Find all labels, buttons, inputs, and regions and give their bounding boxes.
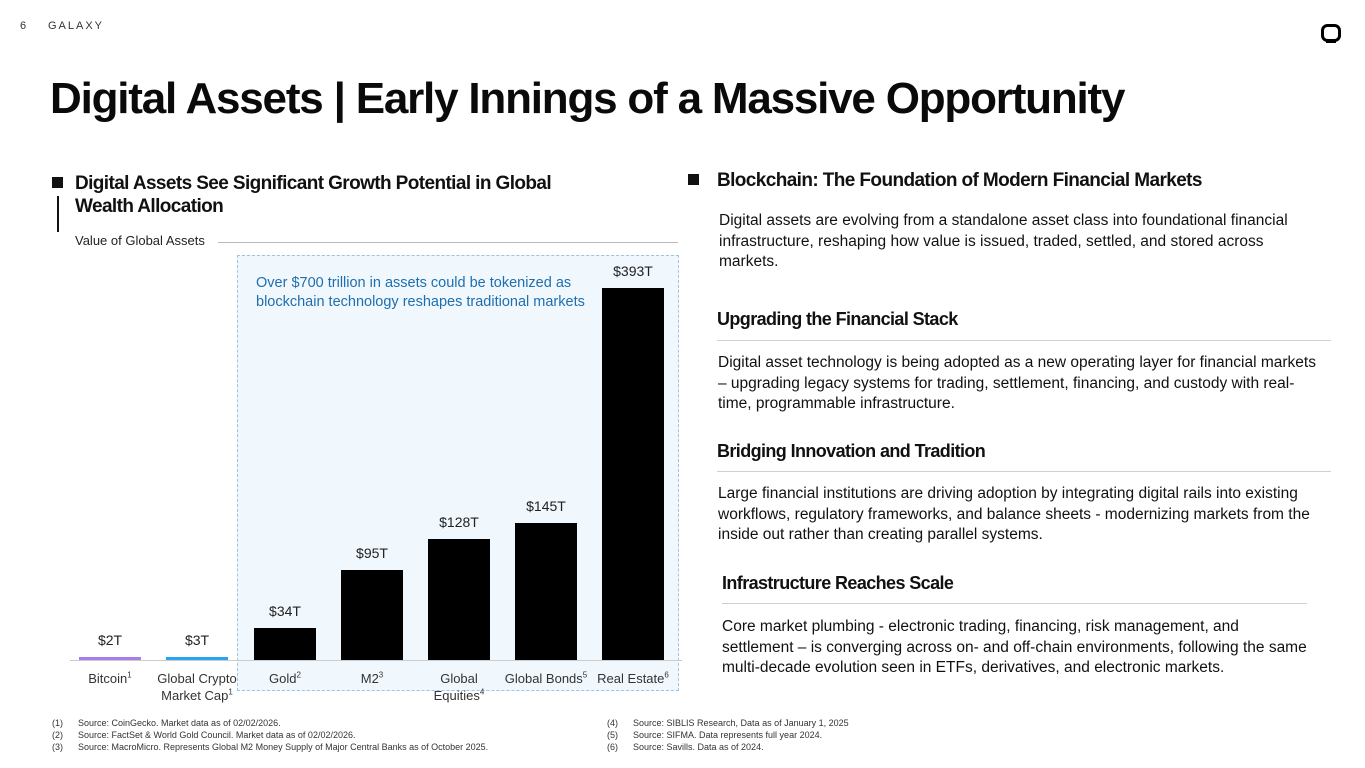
section-body-infrastructure: Core market plumbing - electronic trading, financing, risk management, and settlement – is converging across on- and off-chain environments, following the same multi-decade evolution seen in ETFs, derivatives, and electronic markets. — [722, 618, 1307, 676]
footnote: (2) Source: FactSet & World Gold Council. Market data as of 02/02/2026. — [52, 730, 356, 740]
chart-category-label: Global Equities$^4$ — [433, 671, 485, 703]
section-rule-infrastructure — [722, 603, 1307, 604]
section-body-innovation: Large financial institutions are driving adoption by integrating digital rails into existing workflows, regulatory frameworks, and balance sheets - modernizing markets from the inside out rather than creating parallel systems. — [718, 485, 1310, 543]
chart-baseline — [70, 660, 682, 661]
chart-category-label: Gold$^2$ — [269, 670, 301, 686]
section-heading-innovation: Bridging Innovation and Tradition — [717, 441, 986, 461]
section-heading-infrastructure: Infrastructure Reaches Scale — [722, 573, 954, 593]
chart-label-rule — [218, 242, 678, 243]
chart-category-label: Global Crypto Market Cap$^1$ — [157, 671, 237, 703]
chart-value-label: $34T — [269, 603, 301, 619]
chart-bar — [515, 523, 577, 660]
chart-value-label: $145T — [526, 498, 566, 514]
chart-value-label: Value of Global Assets — [75, 233, 205, 248]
page-title: Digital Assets | Early Innings of a Massive Opportunity — [50, 74, 1125, 123]
tokenization-callout: Over $700 trillion in assets could be tokenized as blockchain technology reshapes traditional markets — [256, 275, 585, 310]
brand-name: GALAXY — [48, 20, 105, 32]
section-rule-innovation — [717, 471, 1331, 472]
left-heading-bullet — [52, 177, 63, 188]
chart-category-label: Bitcoin$^1$ — [88, 670, 132, 686]
footnote: (6) Source: Savills. Data as of 2024. — [607, 742, 764, 752]
right-intro-text: Digital assets are evolving from a standalone asset class into foundational financial infrastructure, reshaping how value is issued, traded, settled, and stored across markets. — [719, 212, 1288, 270]
chart-category-label: $M2^3$ — [360, 670, 384, 686]
chart-bar — [602, 288, 664, 660]
chart-bar — [254, 628, 316, 660]
footnote: (3) Source: MacroMicro. Represents Global M2 Money Supply of Major Central Banks as of October 2025. — [52, 742, 489, 752]
section-heading-financial-stack: Upgrading the Financial Stack — [717, 309, 958, 329]
section-rule-financial-stack — [717, 340, 1331, 341]
chart-value-label: $3T — [184, 632, 210, 648]
chart-category-label: Real Estate$^6$ — [597, 670, 669, 686]
page-number: 6 — [20, 20, 28, 32]
chart-value-label: $128T — [439, 514, 479, 530]
galaxy-logo-icon — [1320, 22, 1342, 44]
chart-category-label: Global Bonds$^5$ — [504, 670, 588, 686]
footnote: (4) Source: SIBLIS Research, Data as of January 1, 2025 — [607, 718, 849, 728]
chart-value-label: $393T — [613, 263, 653, 279]
right-heading-bullet — [688, 174, 699, 185]
chart-value-label: $2T — [97, 632, 123, 648]
section-body-financial-stack: Digital asset technology is being adopted as a new operating layer for financial markets – upgrading legacy systems for trading, settlement, financing, and custody with real-time, programmable infrastructure. — [718, 354, 1316, 412]
left-heading-rule — [57, 196, 59, 232]
chart-value-label: $95T — [356, 545, 388, 561]
right-section-heading: Blockchain: The Foundation of Modern Financial Markets — [717, 170, 1202, 191]
chart-bar — [341, 570, 403, 660]
footnote: (1) Source: CoinGecko. Market data as of 02/02/2026. — [52, 718, 281, 728]
footnote: (5) Source: SIFMA. Data represents full year 2024. — [607, 730, 823, 740]
left-section-heading: Digital Assets See Significant Growth Potential in Global Wealth Allocation — [75, 173, 552, 217]
chart-bar — [428, 539, 490, 660]
